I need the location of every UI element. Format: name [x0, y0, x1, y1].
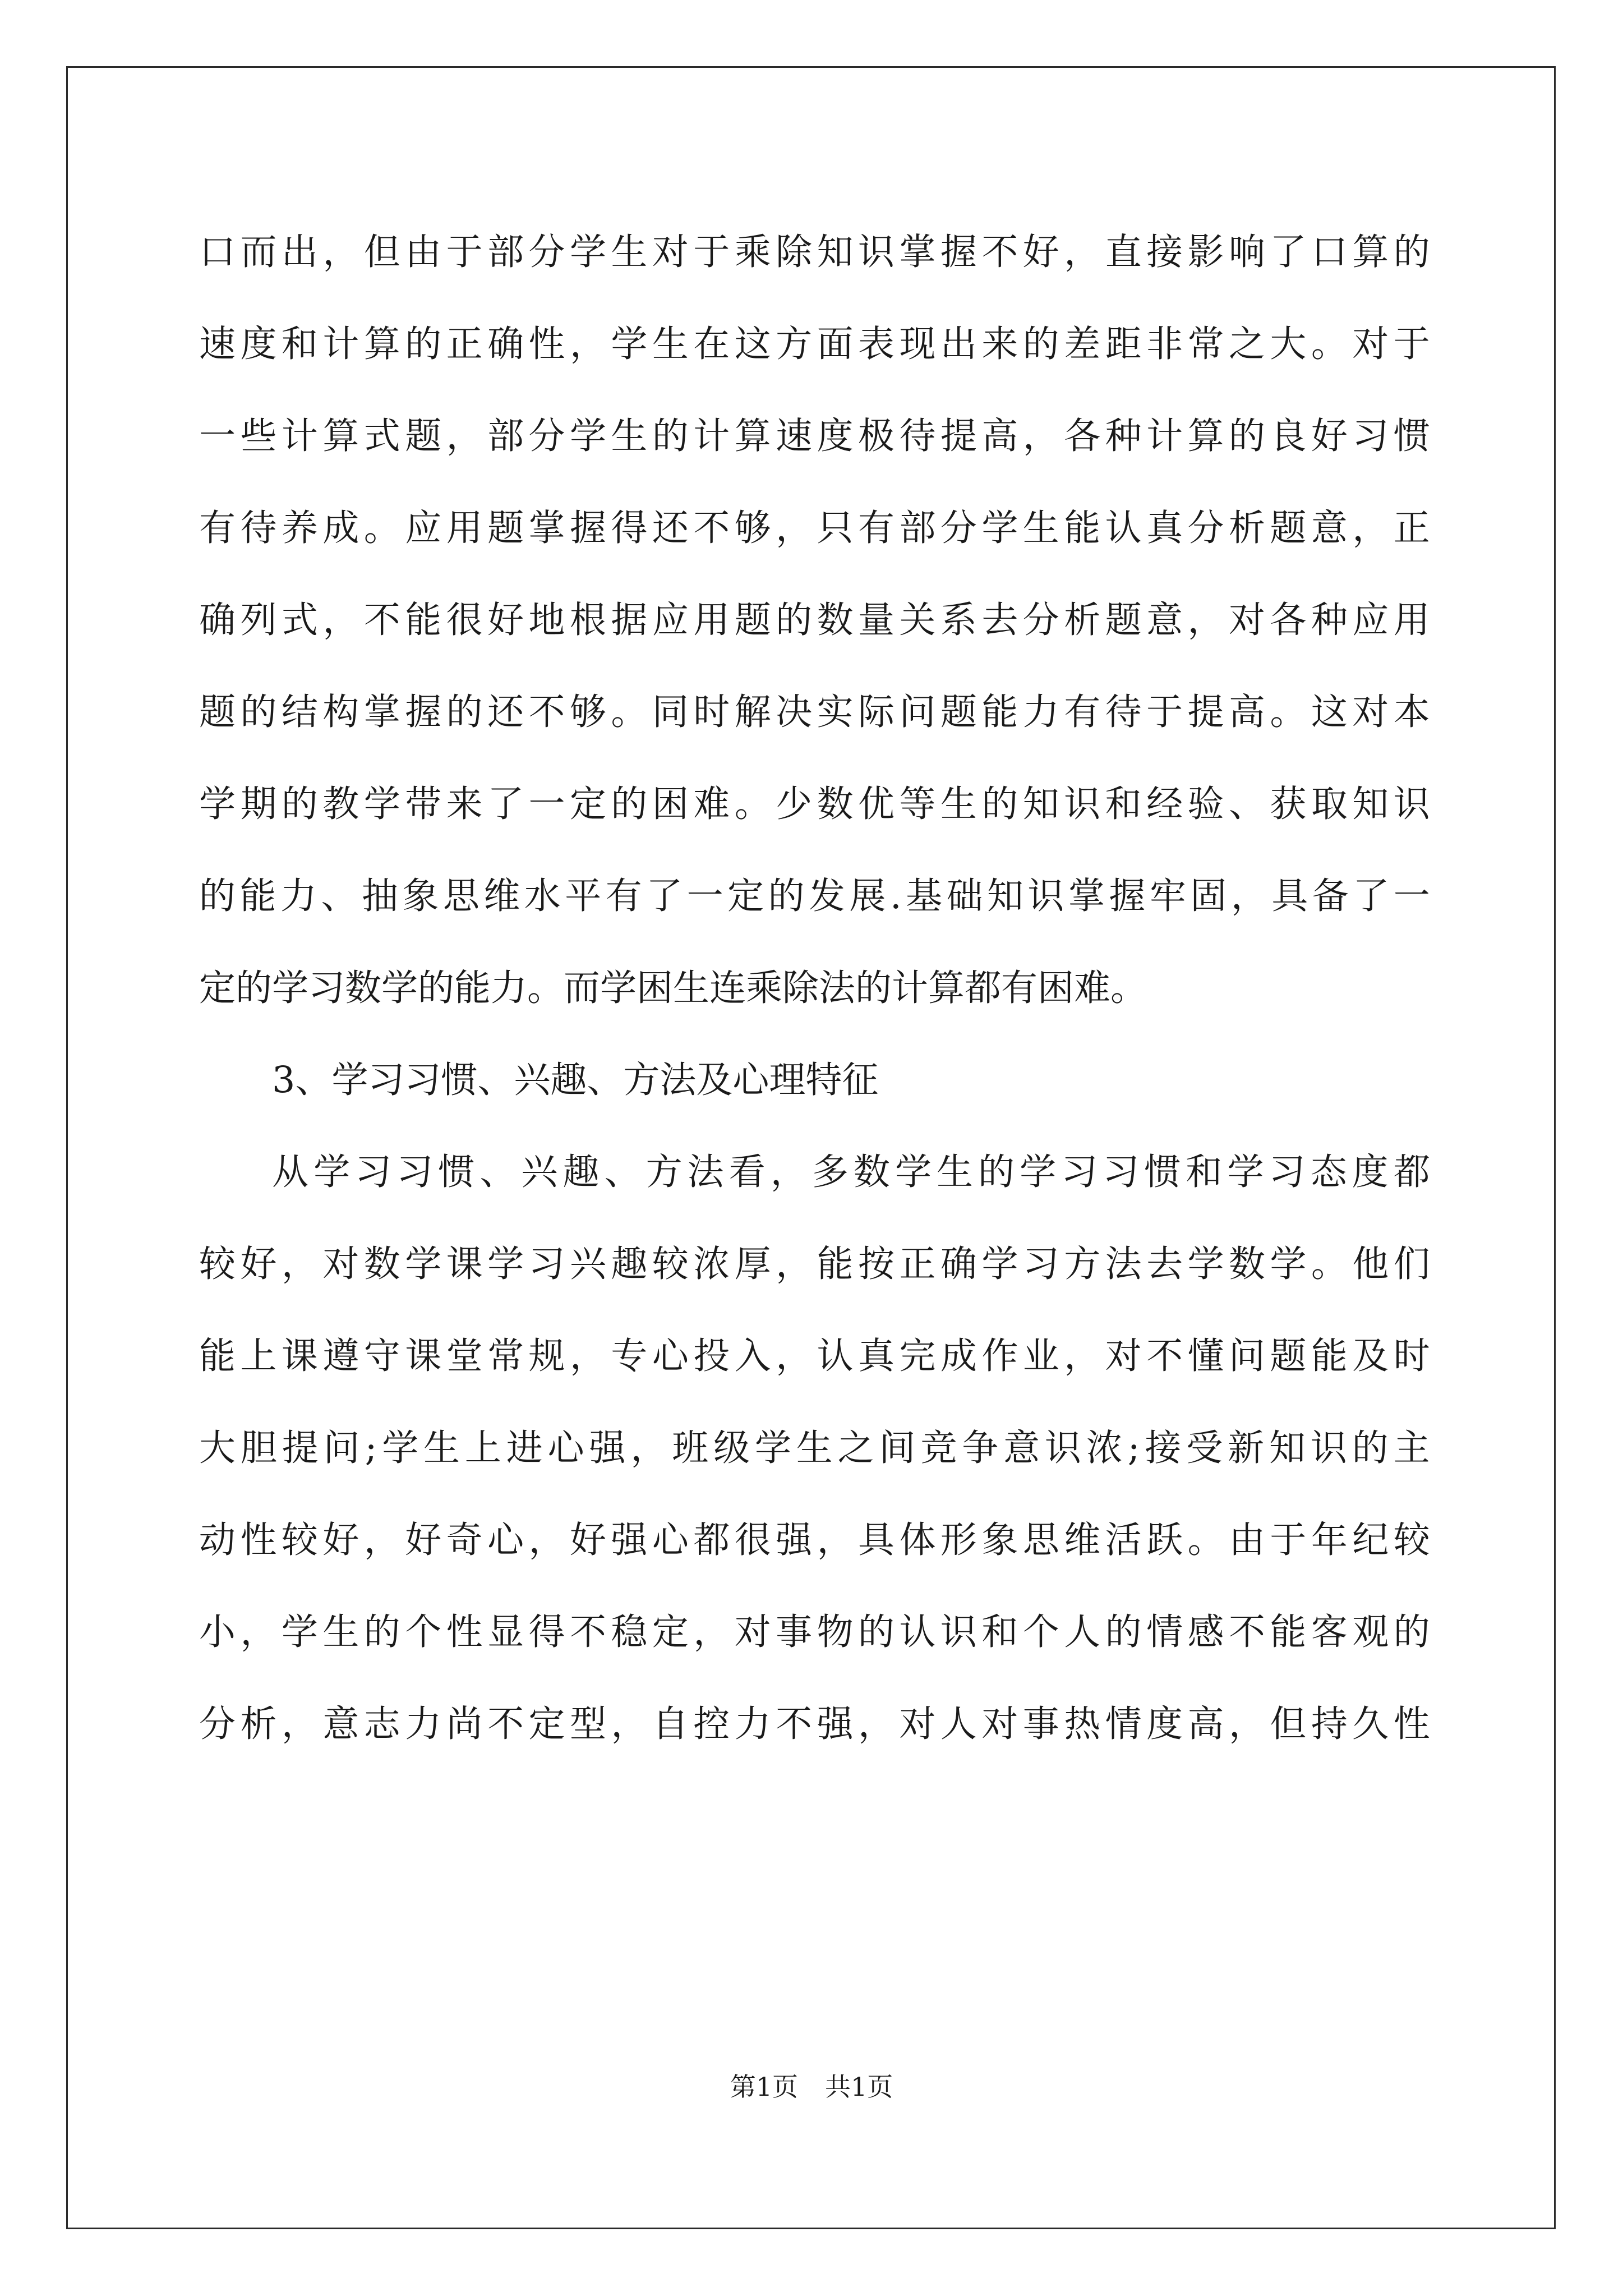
text-line: 的 能 力 、 抽 象 思 维 水 平 有 了 一 定 的 发 展 . 基 础 知 识 掌 握 牢 固 ， 具 备 了 一: [199, 875, 1430, 917]
text-line: 学 期 的 教 学 带 来 了 一 定 的 困 难 。 少 数 优 等 生 的 知 识 和 经 验 、 获 取 知 识: [199, 783, 1430, 825]
text-line: 口 而 出 ， 但 由 于 部 分 学 生 对 于 乘 除 知 识 掌 握 不 好 ， 直 接 影 响 了 口 算 的: [199, 231, 1430, 273]
text-line: 3、学习习惯、兴趣、方法及心理特征: [272, 1059, 879, 1101]
text-line: 小 ， 学 生 的 个 性 显 得 不 稳 定 ， 对 事 物 的 认 识 和 个 人 的 情 感 不 能 客 观 的: [199, 1611, 1430, 1653]
text-line: 较 好 ， 对 数 学 课 学 习 兴 趣 较 浓 厚 ， 能 按 正 确 学 习 方 法 去 学 数 学 。 他 们: [199, 1243, 1430, 1285]
page-number: 第1页: [730, 2072, 798, 2102]
text-line: 能 上 课 遵 守 课 堂 常 规 ， 专 心 投 入 ， 认 真 完 成 作 业 ， 对 不 懂 问 题 能 及 时: [199, 1335, 1430, 1377]
text-line: 大 胆 提 问 ; 学 生 上 进 心 强 ， 班 级 学 生 之 间 竞 争 意 识 浓 ; 接 受 新 知 识 的 主: [199, 1427, 1430, 1469]
text-line: 有 待 养 成 。 应 用 题 掌 握 得 还 不 够 ， 只 有 部 分 学 生 能 认 真 分 析 题 意 ， 正: [199, 507, 1430, 549]
text-line: 确 列 式 ， 不 能 很 好 地 根 据 应 用 题 的 数 量 关 系 去 分 析 题 意 ， 对 各 种 应 用: [199, 599, 1430, 641]
text-line: 分 析 ， 意 志 力 尚 不 定 型 ， 自 控 力 不 强 ， 对 人 对 事 热 情 度 高 ， 但 持 久 性: [199, 1703, 1430, 1745]
page-total: 共1页: [825, 2072, 893, 2102]
text-line: 题 的 结 构 掌 握 的 还 不 够 。 同 时 解 决 实 际 问 题 能 力 有 待 于 提 高 。 这 对 本: [199, 691, 1430, 733]
text-line: 定的学习数学的能力。而学困生连乘除法的计算都有困难。: [199, 967, 1147, 1009]
text-line: 一 些 计 算 式 题 ， 部 分 学 生 的 计 算 速 度 极 待 提 高 ， 各 种 计 算 的 良 好 习 惯: [199, 415, 1430, 457]
text-line: 速 度 和 计 算 的 正 确 性 ， 学 生 在 这 方 面 表 现 出 来 的 差 距 非 常 之 大 。 对 于: [199, 323, 1430, 365]
text-line: 动 性 较 好 ， 好 奇 心 ， 好 强 心 都 很 强 ， 具 体 形 象 思 维 活 跃 。 由 于 年 纪 较: [199, 1519, 1430, 1561]
document-body: [199, 219, 1430, 1783]
page-footer: [0, 2070, 1623, 2104]
text-line: 从 学 习 习 惯 、 兴 趣 、 方 法 看 ， 多 数 学 生 的 学 习 习 惯 和 学 习 态 度 都: [272, 1151, 1430, 1193]
